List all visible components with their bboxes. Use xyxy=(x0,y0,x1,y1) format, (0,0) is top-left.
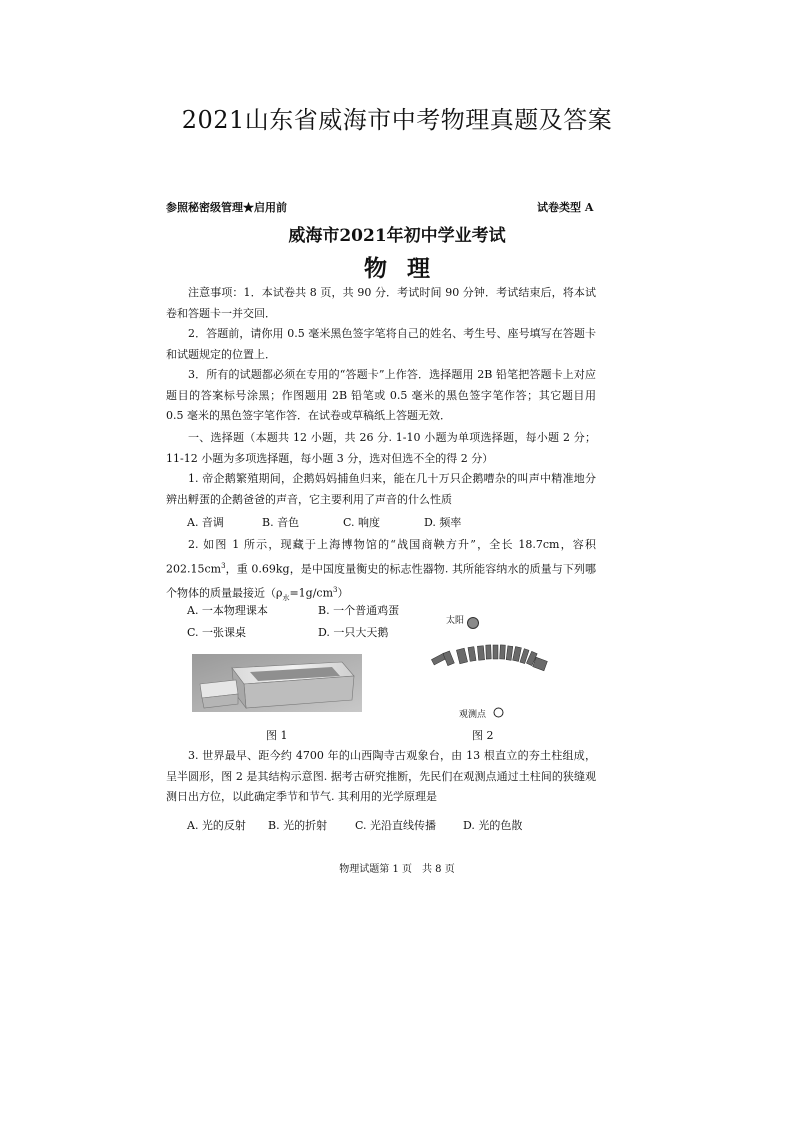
q3-option-a: A. 光的反射 xyxy=(187,819,246,832)
confidential-label: 参照秘密级管理★启用前 xyxy=(166,201,287,214)
q2-option-a: A. 一本物理课本 xyxy=(187,604,268,617)
section-heading: 一、选择题（本题共 12 小题，共 26 分. 1-10 小题为单项选择题，每小题 2 分；11-12 小题为多项选择题，每小题 3 分，选对但选不全的得 2 分） xyxy=(166,431,596,465)
note-2: 2．答题前，请你用 0.5 毫米黑色签字笔将自己的姓名、考生号、座号填写在答题卡和试题规定的位置上． xyxy=(166,327,596,361)
q3-option-c: C. 光沿直线传播 xyxy=(355,819,437,832)
q2-option-c: C. 一张课桌 xyxy=(187,626,247,639)
q1-option-a: A. 音调 xyxy=(187,516,224,529)
observer-label: 观测点 xyxy=(459,710,487,720)
note-1: 注意事项：1．本试卷共 8 页，共 90 分．考试时间 90 分钟．考试结束后，将本试卷和答题卡一并交回． xyxy=(166,286,596,320)
sun-icon xyxy=(465,615,481,631)
q2-option-b: B. 一个普通鸡蛋 xyxy=(318,604,400,617)
note-3: 3．所有的试题都必须在专用的“答题卡”上作答．选择题用 2B 铅笔把答题卡上对应题目的答案标号涂黑；作图题用 2B 铅笔或 0.5 毫米的黑色签字笔作答；其它题目用 0.5 毫米的黑色签字笔作答．在试卷或草稿纸上答题无效． xyxy=(166,368,596,422)
rammed-earth-pillars-diagram xyxy=(428,640,552,680)
observation-point-icon xyxy=(492,706,505,719)
q3-option-d: D. 光的色散 xyxy=(463,819,523,832)
question-3-stem: 3. 世界最早、距今约 4700 年的山西陶寺古观象台，由 13 根直立的夯土柱组成，呈半圆形，图 2 是其结构示意图. 据考古研究推断，先民们在观测点通过土柱间的狭缝观测日出方位，以此确定季节和节气. 其利用的光学原理是 xyxy=(166,749,596,803)
figure-2-caption: 图 2 xyxy=(472,729,494,742)
q2-option-d: D. 一只大天鹅 xyxy=(318,626,389,639)
q3-option-b: B. 光的折射 xyxy=(268,819,328,832)
document-title: 2021山东省威海市中考物理真题及答案 xyxy=(181,106,613,134)
paper-type-label: 试卷类型 A xyxy=(537,201,594,214)
page-footer: 物理试题第 1 页 共 8 页 xyxy=(339,864,455,875)
figure-1-caption: 图 1 xyxy=(266,729,288,742)
subject-title: 物理 xyxy=(364,255,450,282)
q1-option-b: B. 音色 xyxy=(262,516,300,529)
exam-title: 威海市2021年初中学业考试 xyxy=(288,226,506,246)
question-2-stem: 2. 如图 1 所示，现藏于上海博物馆的“战国商鞅方升”，全长 18.7cm，容积 $202.15cm^3$，重 0.69kg，是中国度量衡史的标志性器物. 其所能容纳水的质量与下列哪个物体的质量最接近$(\rho_水=1g/cm^3)$ xyxy=(166,538,596,602)
figure-1-measuring-vessel-image xyxy=(192,654,362,712)
sun-label: 太阳 xyxy=(446,616,465,626)
q1-option-c: C. 响度 xyxy=(343,516,381,529)
question-1-stem: 1. 帝企鹅繁殖期间，企鹅妈妈捕鱼归来，能在几十万只企鹅嘈杂的叫声中精准地分辨出孵蛋的企鹅爸爸的声音，它主要利用了声音的什么性质 xyxy=(166,472,596,506)
q1-option-d: D. 频率 xyxy=(424,516,462,529)
